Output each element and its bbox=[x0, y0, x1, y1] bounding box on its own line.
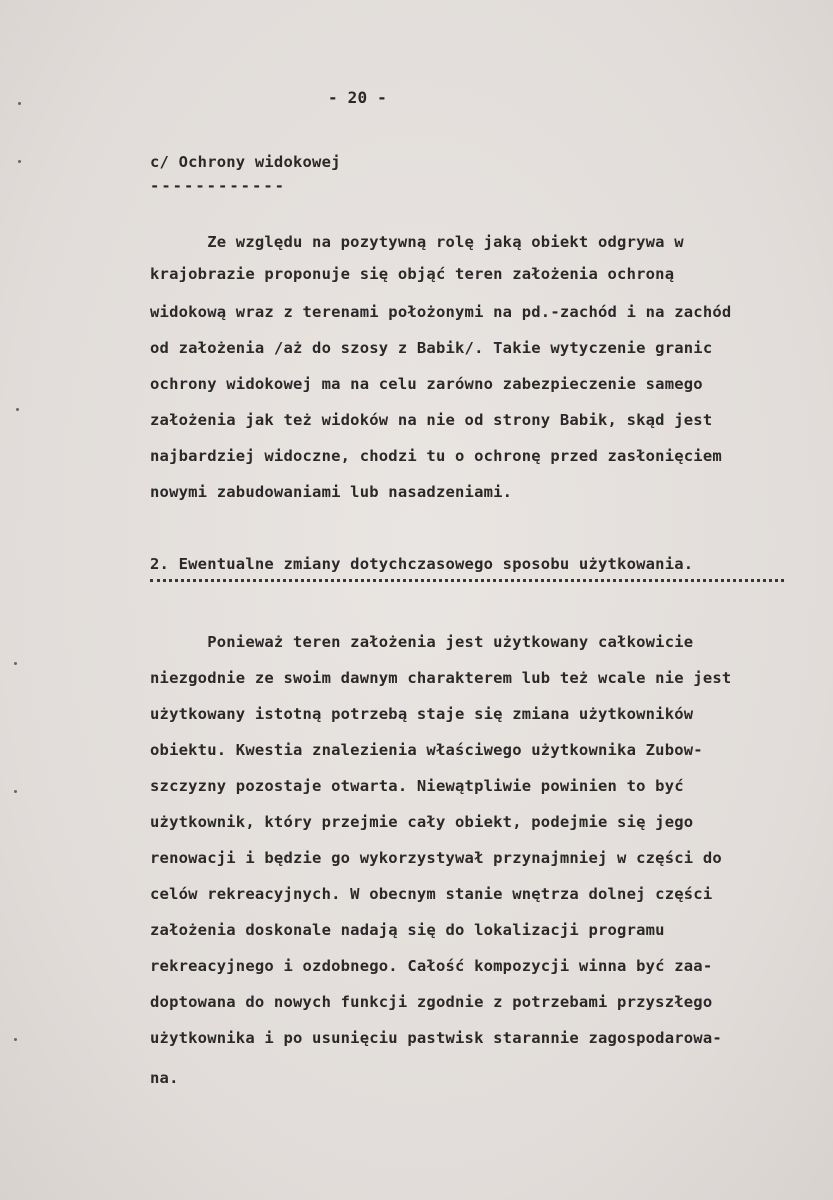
paragraph-line: nowymi zabudowaniami lub nasadzeniami. bbox=[150, 483, 513, 501]
paragraph-line: widokową wraz z terenami położonymi na pd.-zachód i na zachód bbox=[150, 303, 732, 321]
paragraph-line: szczyzny pozostaje otwarta. Niewątpliwie powinien to być bbox=[150, 777, 684, 795]
margin-mark bbox=[18, 160, 21, 163]
paragraph-line: od założenia /aż do szosy z Babik/. Takie wytyczenie granic bbox=[150, 339, 713, 357]
section-heading-underline: ------------ bbox=[150, 177, 286, 195]
section-heading: c/ Ochrony widokowej bbox=[150, 153, 341, 171]
paragraph-line: najbardziej widoczne, chodzi tu o ochronę przed zasłonięciem bbox=[150, 447, 722, 465]
section-heading-underline bbox=[150, 579, 784, 582]
paragraph-line: doptowana do nowych funkcji zgodnie z potrzebami przyszłego bbox=[150, 993, 713, 1011]
margin-mark bbox=[16, 408, 19, 411]
margin-mark bbox=[14, 662, 17, 665]
paragraph-line: użytkowany istotną potrzebą staje się zmiana użytkowników bbox=[150, 705, 694, 723]
margin-mark bbox=[18, 102, 21, 105]
paragraph-line: użytkownika i po usunięciu pastwisk starannie zagospodarowa- bbox=[150, 1029, 722, 1047]
paragraph-line: założenia doskonale nadają się do lokalizacji programu bbox=[150, 921, 665, 939]
paragraph-line: niezgodnie ze swoim dawnym charakterem lub też wcale nie jest bbox=[150, 669, 732, 687]
section-heading: 2. Ewentualne zmiany dotychczasowego sposobu użytkowania. bbox=[150, 555, 694, 573]
paragraph-line: Ze względu na pozytywną rolę jaką obiekt odgrywa w bbox=[150, 233, 684, 251]
paragraph-line: rekreacyjnego i ozdobnego. Całość kompozycji winna być zaa- bbox=[150, 957, 713, 975]
paragraph-line: celów rekreacyjnych. W obecnym stanie wnętrza dolnej części bbox=[150, 885, 713, 903]
paragraph-line: Ponieważ teren założenia jest użytkowany całkowicie bbox=[150, 633, 694, 651]
paragraph-line: ochrony widokowej ma na celu zarówno zabezpieczenie samego bbox=[150, 375, 703, 393]
paragraph-line: obiektu. Kwestia znalezienia właściwego użytkownika Zubow- bbox=[150, 741, 703, 759]
margin-mark bbox=[14, 790, 17, 793]
paragraph-line: krajobrazie proponuje się objąć teren założenia ochroną bbox=[150, 265, 675, 283]
margin-mark bbox=[14, 1038, 17, 1041]
page-number: - 20 - bbox=[328, 88, 387, 107]
paragraph-line: na. bbox=[150, 1069, 179, 1087]
paragraph-line: renowacji i będzie go wykorzystywał przynajmniej w części do bbox=[150, 849, 722, 867]
paragraph-line: użytkownik, który przejmie cały obiekt, podejmie się jego bbox=[150, 813, 694, 831]
paragraph-line: założenia jak też widoków na nie od strony Babik, skąd jest bbox=[150, 411, 713, 429]
